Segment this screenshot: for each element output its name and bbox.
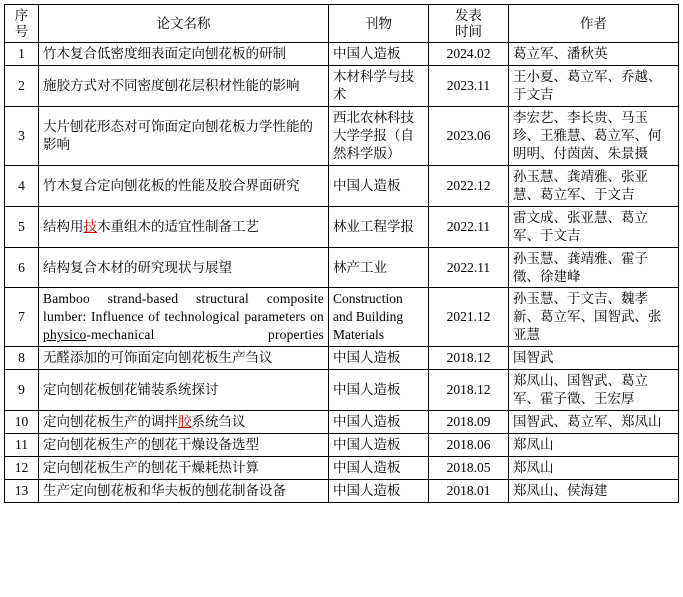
table-row: [5, 411, 679, 434]
cell-authors: 王小夏、葛立军、乔越、于文吉: [509, 65, 679, 106]
cell-index: 1: [5, 43, 39, 66]
table-row: [5, 43, 679, 66]
table-row: [5, 165, 679, 206]
cell-date: 2018.09: [429, 411, 509, 434]
cell-index: 6: [5, 247, 39, 288]
cell-date: 2018.12: [429, 370, 509, 411]
cell-authors: 国智武: [509, 347, 679, 370]
cell-title: 施胶方式对不同密度刨花层积材性能的影响: [39, 65, 329, 106]
cell-index: 7: [5, 288, 39, 347]
table-row: [5, 347, 679, 370]
cell-date: 2022.11: [429, 206, 509, 247]
table-header-row: [5, 5, 679, 43]
cell-journal: 西北农林科技大学学报（自然科学版）: [329, 106, 429, 165]
cell-title: 定向刨花板生产的刨花干燥设备选型: [39, 434, 329, 457]
cell-date: 2024.02: [429, 43, 509, 66]
cell-date: 2023.06: [429, 106, 509, 165]
cell-authors: 孙玉慧、于文吉、魏孝新、葛立军、国智武、张亚慧: [509, 288, 679, 347]
cell-index: 3: [5, 106, 39, 165]
cell-journal: 林业工程学报: [329, 206, 429, 247]
column-header-authors: 作者: [509, 5, 679, 43]
cell-index: 5: [5, 206, 39, 247]
cell-title: 生产定向刨花板和华夫板的刨花制备设备: [39, 480, 329, 503]
cell-date: 2023.11: [429, 65, 509, 106]
table-row: [5, 457, 679, 480]
table-row: [5, 434, 679, 457]
table-row: [5, 480, 679, 503]
table-row: [5, 65, 679, 106]
table-row: [5, 370, 679, 411]
column-header-title: 论文名称: [39, 5, 329, 43]
column-header-journal: 刊物: [329, 5, 429, 43]
cell-journal: 林产工业: [329, 247, 429, 288]
cell-date: 2022.12: [429, 165, 509, 206]
cell-date: 2022.11: [429, 247, 509, 288]
table-body: [5, 43, 679, 503]
cell-index: 9: [5, 370, 39, 411]
cell-index: 13: [5, 480, 39, 503]
cell-authors: 雷文成、张亚慧、葛立军、于文吉: [509, 206, 679, 247]
cell-date: 2018.06: [429, 434, 509, 457]
cell-journal: 木材科学与技术: [329, 65, 429, 106]
cell-journal: 中国人造板: [329, 480, 429, 503]
cell-title: [39, 206, 329, 247]
cell-index: 11: [5, 434, 39, 457]
cell-authors: 孙玉慧、龚靖雅、霍子徵、徐建峰: [509, 247, 679, 288]
cell-index: 12: [5, 457, 39, 480]
table-header: [5, 5, 679, 43]
cell-title: 竹木复合定向刨花板的性能及胶合界面研究: [39, 165, 329, 206]
cell-title: 无醛添加的可饰面定向刨花板生产刍议: [39, 347, 329, 370]
cell-index: 4: [5, 165, 39, 206]
cell-title: 定向刨花板刨花铺装系统探讨: [39, 370, 329, 411]
table-row: [5, 247, 679, 288]
cell-authors: 郑凤山、国智武、葛立军、霍子徵、王宏厚: [509, 370, 679, 411]
cell-journal: 中国人造板: [329, 165, 429, 206]
column-header-index: 序 号: [5, 5, 39, 43]
cell-journal: 中国人造板: [329, 370, 429, 411]
cell-authors: 郑凤山: [509, 457, 679, 480]
title-highlight: 胶: [178, 414, 192, 430]
title-text-segment: 结构用: [43, 218, 84, 234]
cell-title: 定向刨花板生产的刨花干燥耗热计算: [39, 457, 329, 480]
cell-authors: 国智武、葛立军、郑凤山: [509, 411, 679, 434]
cell-date: 2018.01: [429, 480, 509, 503]
table-row: [5, 106, 679, 165]
column-header-date: 发表 时间: [429, 5, 509, 43]
cell-journal: 中国人造板: [329, 43, 429, 66]
cell-authors: 葛立军、潘秋英: [509, 43, 679, 66]
cell-title: 大片刨花形态对可饰面定向刨花板力学性能的影响: [39, 106, 329, 165]
title-highlight: 技: [83, 218, 97, 234]
cell-journal: 中国人造板: [329, 457, 429, 480]
title-text-segment: 定向刨花板生产的调拌: [43, 414, 178, 430]
title-text-segment: 木重组木的适宜性制备工艺: [97, 218, 259, 234]
cell-authors: 郑凤山、侯海建: [509, 480, 679, 503]
cell-date: 2021.12: [429, 288, 509, 347]
cell-journal: 中国人造板: [329, 411, 429, 434]
cell-index: 2: [5, 65, 39, 106]
cell-index: 10: [5, 411, 39, 434]
cell-title: 竹木复合低密度细表面定向刨花板的研制: [39, 43, 329, 66]
cell-journal: 中国人造板: [329, 434, 429, 457]
cell-index: 8: [5, 347, 39, 370]
cell-journal: 中国人造板: [329, 347, 429, 370]
cell-authors: 郑凤山: [509, 434, 679, 457]
cell-title: 结构复合木材的研究现状与展望: [39, 247, 329, 288]
title-highlight: physico: [43, 327, 87, 343]
title-text-segment: -mechanical properties: [86, 327, 324, 343]
title-text-segment: Bamboo strand-based structural composite lumber: Influence of technological parameters on: [43, 291, 324, 325]
cell-date: 2018.05: [429, 457, 509, 480]
table-row: [5, 288, 679, 347]
cell-authors: 李宏艺、李长贵、马玉珍、王雅慧、葛立军、何明明、付茵茵、朱景摄: [509, 106, 679, 165]
cell-journal: Construction and Building Materials: [329, 288, 429, 347]
publications-table: [4, 4, 679, 503]
cell-title: [39, 288, 329, 347]
title-text-segment: 系统刍议: [191, 414, 246, 430]
cell-title: [39, 411, 329, 434]
cell-authors: 孙玉慧、龚靖雅、张亚慧、葛立军、于文吉: [509, 165, 679, 206]
table-row: [5, 206, 679, 247]
cell-date: 2018.12: [429, 347, 509, 370]
